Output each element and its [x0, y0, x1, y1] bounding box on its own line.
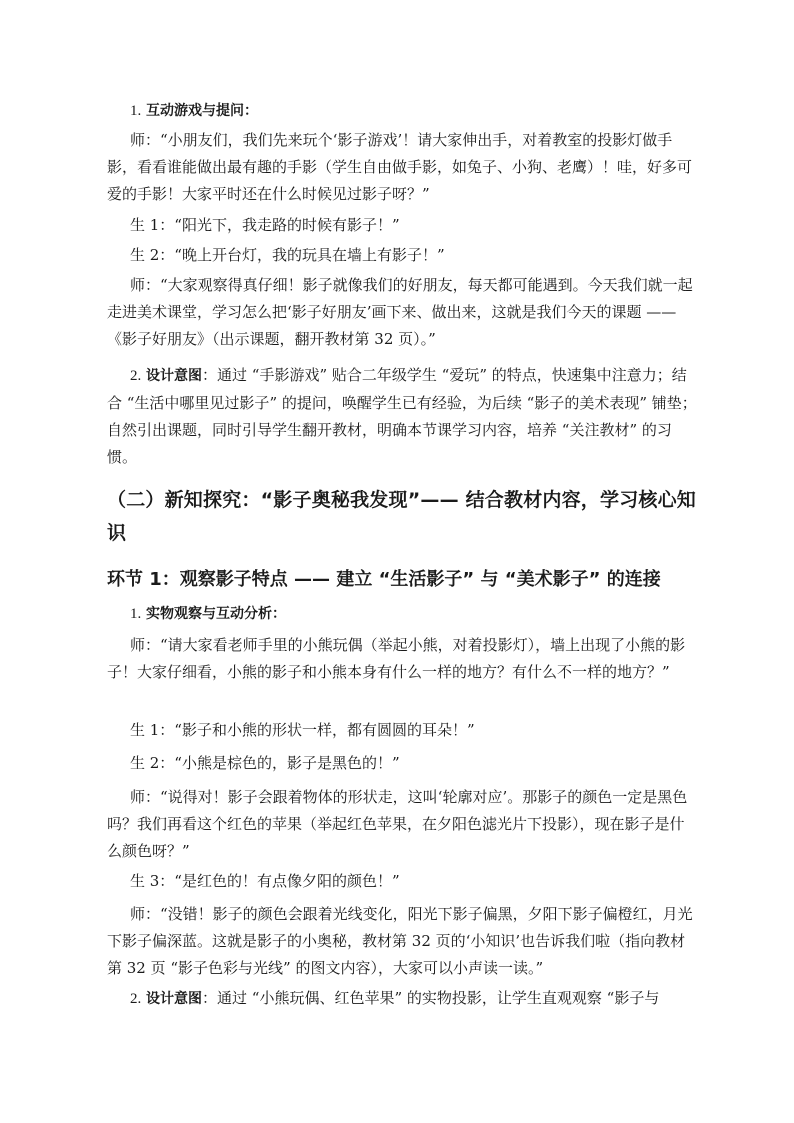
section-heading: （二）新知探究：“影子奥秘我发现”—— 结合教材内容，学习核心知识 [107, 489, 696, 544]
item-text: ：通过 “手影游戏” 贴合二年级学生 “爱玩” 的特点，快速集中注意力；结合 “生活中哪里见过影子” 的提问，唤醒学生已有经验，为后续 “影子的美术表现” 铺垫；自然引出课题，同时引导学生翻开教材，明确本节课学习内容，培养 “关注教材” 的习惯。 [107, 366, 697, 466]
item-title: 设计意图 [146, 368, 203, 384]
item-text: ：通过 “小熊玩偶、红色苹果” 的实物投影，让学生直观观察 “影子与 [202, 989, 660, 1007]
teacher-dialogue: 师：“大家观察得真仔细！影子就像我们的好朋友，每天都可能遇到。今天我们就一起走进美术课堂，学习怎么把‘影子好朋友’画下来、做出来，这就是我们今天的课题 ——《影子好朋友》（出示课题，翻开教材第 32 页）。” [107, 276, 693, 348]
item-number: 1. [130, 103, 142, 119]
student-dialogue: 生 2：“晚上开台灯，我的玩具在墙上有影子！” [130, 246, 445, 264]
student-dialogue: 生 1：“阳光下，我走路的时候有影子！” [130, 216, 400, 234]
item-number: 2. [130, 991, 142, 1007]
item-number: 1. [130, 606, 142, 622]
student-dialogue: 生 2：“小熊是棕色的，影子是黑色的！” [130, 754, 400, 772]
teacher-dialogue: 师：“说得对！影子会跟着物体的形状走，这叫‘轮廓对应’。那影子的颜色一定是黑色吗？我们再看这个红色的苹果（举起红色苹果，在夕阳色滤光片下投影），现在影子是什么颜色呀？” [107, 788, 688, 860]
design-intent [107, 362, 699, 471]
item-interactive-game [107, 97, 699, 125]
teacher-dialogue: 师：“小朋友们，我们先来玩个‘影子游戏’！请大家伸出手，对着教室的投影灯做手影，看看谁能做出最有趣的手影（学生自由做手影，如兔子、小狗、老鹰）！哇，好多可爱的手影！大家平时还在什么时候见过影子呀？” [107, 131, 693, 203]
student-dialogue: 生 3：“是红色的！有点像夕阳的颜色！” [130, 872, 400, 890]
item-number: 2. [130, 368, 142, 384]
teacher-dialogue: 师：“请大家看老师手里的小熊玩偶（举起小熊，对着投影灯），墙上出现了小熊的影子！大家仔细看，小熊的影子和小熊本身有什么一样的地方？有什么不一样的地方？” [107, 636, 686, 681]
design-intent [107, 985, 699, 1013]
item-title: 设计意图 [146, 991, 203, 1007]
student-dialogue: 生 1：“影子和小熊的形状一样，都有圆圆的耳朵！” [130, 721, 475, 739]
item-title: 互动游戏与提问： [146, 103, 259, 119]
item-object-observation [107, 600, 699, 628]
teacher-dialogue: 师：“没错！影子的颜色会跟着光线变化，阳光下影子偏黑，夕阳下影子偏橙红，月光下影子偏深蓝。这就是影子的小奥秘，教材第 32 页的‘小知识’也告诉我们啦（指向教材第 32 页 “影子色彩与光线” 的图文内容），大家可以小声读一读。” [107, 905, 693, 977]
item-title: 实物观察与互动分析： [146, 606, 287, 622]
subsection-heading: 环节 1：观察影子特点 —— 建立 “生活影子” 与 “美术影子” 的连接 [107, 569, 661, 590]
